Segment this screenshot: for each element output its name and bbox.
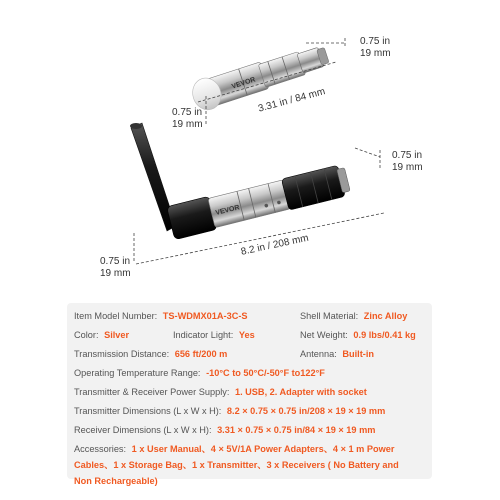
spec-row-accessories bbox=[74, 443, 394, 455]
temp-value: -10°C to 50°C/-50°F to122°F bbox=[206, 368, 325, 378]
spec-row-accessories-2 bbox=[74, 459, 399, 471]
acc-label: Accessories: bbox=[74, 444, 127, 454]
transmitter-device bbox=[167, 163, 352, 240]
receiver-diameter-side: 0.75 in 19 mm bbox=[172, 107, 203, 130]
transmitter-brand-label: VEVOR bbox=[214, 204, 241, 217]
spec-row-tx-dimensions bbox=[74, 405, 385, 417]
receiver-length-label: 3.31 in / 84 mm bbox=[257, 86, 327, 115]
rx-dim-value: 3.31 × 0.75 × 0.75 in/84 × 19 × 19 mm bbox=[217, 425, 376, 435]
spec-row-color bbox=[74, 329, 416, 341]
transmitter-diameter-right: 0.75 in 19 mm bbox=[392, 150, 423, 173]
rx-dim-label: Receiver Dimensions (L x W x H): bbox=[74, 425, 212, 435]
weight-value: 0.9 lbs/0.41 kg bbox=[353, 330, 416, 340]
receiver-brand-label: VEVOR bbox=[230, 76, 257, 91]
spec-row-temperature bbox=[74, 367, 325, 379]
tx-dim-label: Transmitter Dimensions (L x W x H): bbox=[74, 406, 222, 416]
acc-value-1: 1 x User Manual、4 × 5V/1A Power Adapters、4 × 1 m Power bbox=[131, 444, 395, 454]
acc-value-2: Cables、1 x Storage Bag、1 x Transmitter、3 x Receivers ( No Battery and bbox=[74, 460, 399, 470]
spec-row-model bbox=[74, 310, 408, 322]
shell-value: Zinc Alloy bbox=[363, 311, 408, 321]
indicator-label: Indicator Light: bbox=[173, 330, 234, 340]
specifications-panel bbox=[67, 303, 432, 486]
transmitter-length-label: 8.2 in / 208 mm bbox=[240, 232, 310, 258]
color-value: Silver bbox=[104, 330, 130, 340]
power-value: 1. USB, 2. Adapter with socket bbox=[234, 387, 367, 397]
antenna-label: Antenna: bbox=[300, 349, 337, 359]
tx-dim-value: 8.2 × 0.75 × 0.75 in/208 × 19 × 19 mm bbox=[226, 406, 386, 416]
transmitter-diameter-left: 0.75 in 19 mm bbox=[100, 256, 131, 279]
color-label: Color: bbox=[74, 330, 99, 340]
model-value: TS-WDMX01A-3C-S bbox=[162, 311, 248, 321]
antenna-value: Built-in bbox=[342, 349, 374, 359]
spec-row-distance bbox=[74, 348, 374, 360]
acc-value-3: Non Rechargeable) bbox=[74, 476, 158, 486]
receiver-diameter-top: 0.75 in 19 mm bbox=[360, 36, 391, 59]
weight-label: Net Weight: bbox=[300, 330, 348, 340]
spec-row-power bbox=[74, 386, 367, 398]
power-label: Transmitter & Receiver Power Supply: bbox=[74, 387, 230, 397]
indicator-value: Yes bbox=[238, 330, 255, 340]
model-label: Item Model Number: bbox=[74, 311, 158, 321]
spec-row-rx-dimensions bbox=[74, 424, 375, 436]
distance-label: Transmission Distance: bbox=[74, 349, 170, 359]
distance-value: 656 ft/200 m bbox=[174, 349, 228, 359]
spec-row-accessories-3 bbox=[74, 475, 158, 487]
shell-label: Shell Material: bbox=[300, 311, 359, 321]
temp-label: Operating Temperature Range: bbox=[74, 368, 201, 378]
